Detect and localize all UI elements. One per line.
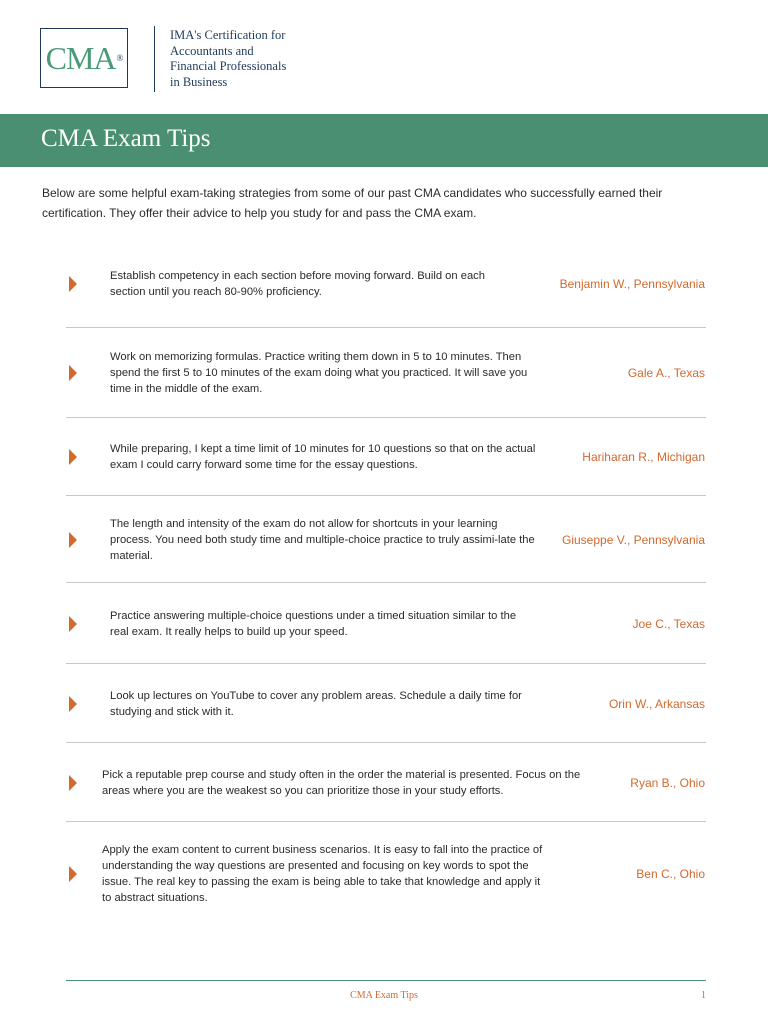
tip-item bbox=[66, 583, 706, 664]
arrow-right-icon bbox=[69, 616, 77, 632]
tip-author: Gale A., Texas bbox=[627, 366, 705, 380]
arrow-right-icon bbox=[69, 276, 77, 292]
tip-text: Apply the exam content to current business scenarios. It is easy to fall into the practice of understanding the way questions are presented and focusing on key words to spot the issue. The real key to passing the exam is being able to take that knowledge and apply it to abstract situations. bbox=[102, 844, 543, 904]
tip-text: Look up lectures on YouTube to cover any problem areas. Schedule a daily time for studying and stick with it. bbox=[110, 689, 522, 718]
page-number: 1 bbox=[701, 990, 706, 1001]
arrow-right-icon bbox=[69, 866, 77, 882]
tip-item bbox=[66, 418, 706, 496]
tip-author: Orin W., Arkansas bbox=[608, 696, 705, 711]
tip-item bbox=[66, 239, 706, 328]
tip-author: Ryan B., Ohio bbox=[630, 775, 705, 790]
intro-paragraph: Below are some helpful exam-taking strategies from some of our past CMA candidates who successfully earned their certification. They offer their advice to help you study for and pass the CMA exam. bbox=[42, 186, 663, 220]
tip-item bbox=[66, 822, 706, 926]
arrow-right-icon bbox=[69, 365, 77, 381]
tip-text: Establish competency in each section before moving forward. Build on each section until you reach 80-90% proficiency. bbox=[110, 269, 485, 298]
page-title: CMA Exam Tips bbox=[41, 125, 211, 152]
tip-item bbox=[66, 328, 706, 418]
tip-text: Pick a reputable prep course and study often in the order the material is presented. Focus on the areas where you are the weakest so you can prioritize those in your study efforts. bbox=[102, 768, 581, 797]
logo-text: CMA bbox=[45, 39, 116, 76]
title-banner bbox=[0, 114, 768, 167]
tip-item bbox=[66, 664, 706, 743]
tip-text: The length and intensity of the exam do not allow for shortcuts in your learning process. You need both study time and multiple-choice practice to truly assimi-late the material. bbox=[110, 517, 535, 562]
tip-author: Benjamin W., Pennsylvania bbox=[559, 276, 705, 291]
tip-author: Hariharan R., Michigan bbox=[582, 450, 705, 464]
tip-text: While preparing, I kept a time limit of 10 minutes for 10 questions so that on the actual exam I could carry forward some time for the essay questions. bbox=[110, 443, 536, 471]
arrow-right-icon bbox=[69, 449, 77, 465]
tip-item bbox=[66, 496, 706, 583]
cma-logo bbox=[40, 28, 128, 88]
arrow-right-icon bbox=[69, 775, 77, 791]
tip-author: Giuseppe V., Pennsylvania bbox=[562, 532, 705, 547]
arrow-right-icon bbox=[69, 696, 77, 712]
tip-text: Work on memorizing formulas. Practice writing them down in 5 to 10 minutes. Then spend the first 5 to 10 minutes of the exam doing what you practiced. It will save you time in the middle of the exam. bbox=[110, 351, 528, 395]
tip-text: Practice answering multiple-choice questions under a timed situation similar to the real exam. It really helps to build up your speed. bbox=[110, 609, 517, 638]
tip-author: Joe C., Texas bbox=[632, 616, 705, 631]
tip-author: Ben C., Ohio bbox=[636, 867, 705, 881]
footer-divider bbox=[66, 980, 706, 981]
registered-mark: ® bbox=[116, 53, 123, 63]
logo-tagline: IMA's Certification for Accountants and Financial Professionals in Business bbox=[170, 28, 287, 89]
logo-divider bbox=[154, 26, 155, 92]
footer-title: CMA Exam Tips bbox=[350, 990, 418, 1001]
arrow-right-icon bbox=[69, 532, 77, 548]
tip-item bbox=[66, 743, 706, 822]
